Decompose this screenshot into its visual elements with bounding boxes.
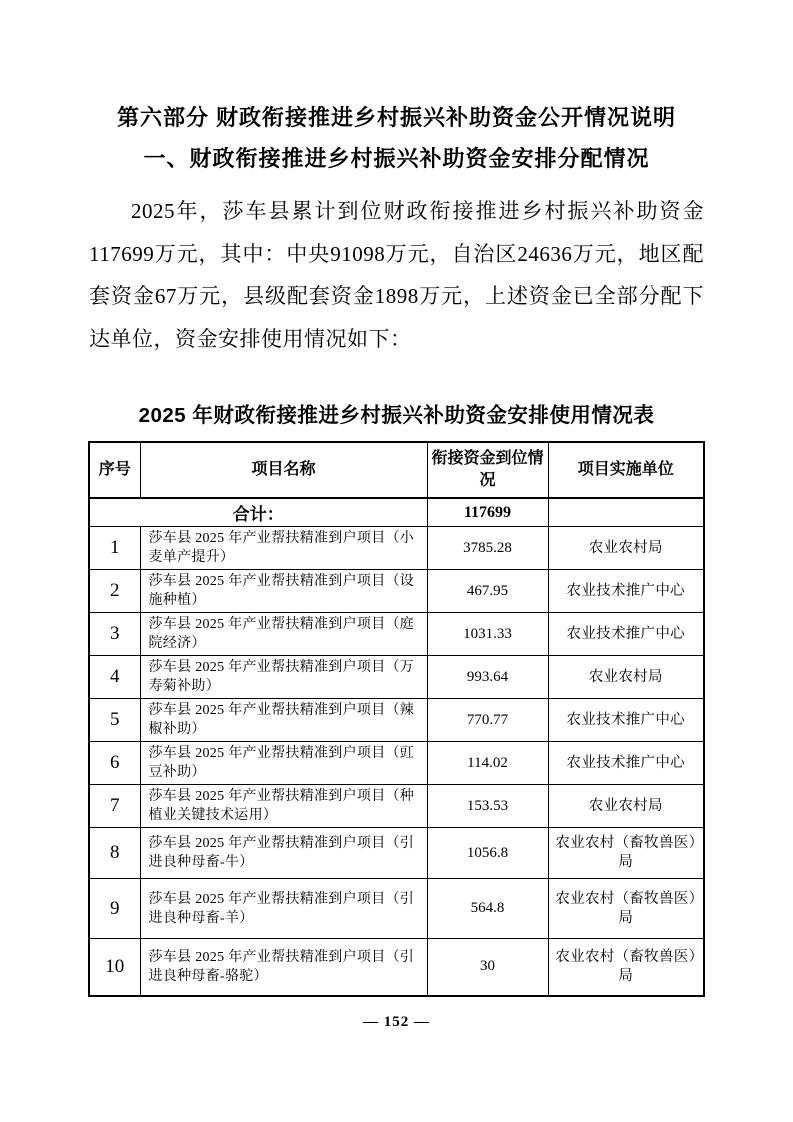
table-row	[89, 656, 704, 699]
table-body	[89, 498, 704, 996]
fund-amount: 467.95	[427, 570, 548, 613]
table-row	[89, 699, 704, 742]
fund-amount: 30	[427, 939, 548, 996]
project-name: 莎车县 2025 年产业帮扶精准到户项目（设施种植）	[140, 570, 427, 613]
section-heading: 一、财政衔接推进乡村振兴补助资金安排分配情况	[143, 146, 650, 171]
implementing-unit: 农业农村局	[548, 527, 704, 570]
row-serial-number: 1	[89, 527, 140, 570]
project-name: 莎车县 2025 年产业帮扶精准到户项目（豇豆补助）	[140, 742, 427, 785]
project-name: 莎车县 2025 年产业帮扶精准到户项目（种植业关键技术运用）	[140, 785, 427, 828]
fund-amount: 1056.8	[427, 828, 548, 879]
page-number: — 152 —	[363, 1014, 430, 1030]
project-name: 莎车县 2025 年产业帮扶精准到户项目（庭院经济）	[140, 613, 427, 656]
fund-amount: 1031.33	[427, 613, 548, 656]
fund-amount: 114.02	[427, 742, 548, 785]
total-unit-cell	[548, 498, 704, 527]
table-row	[89, 785, 704, 828]
implementing-unit: 农业技术推广中心	[548, 613, 704, 656]
project-name: 莎车县 2025 年产业帮扶精准到户项目（引进良种母畜-骆驼）	[140, 939, 427, 996]
fund-amount: 564.8	[427, 879, 548, 939]
total-row	[89, 498, 704, 527]
row-serial-number: 7	[89, 785, 140, 828]
row-serial-number: 8	[89, 828, 140, 879]
total-label: 合计：	[89, 498, 427, 527]
table-row	[89, 527, 704, 570]
table-row	[89, 879, 704, 939]
project-name: 莎车县 2025 年产业帮扶精准到户项目（引进良种母畜-牛）	[140, 828, 427, 879]
fund-amount: 3785.28	[427, 527, 548, 570]
implementing-unit: 农业农村局	[548, 785, 704, 828]
col-header-fund-arrival: 衔接资金到位情况	[427, 442, 548, 498]
row-serial-number: 4	[89, 656, 140, 699]
implementing-unit: 农业农村（畜牧兽医）局	[548, 828, 704, 879]
table-row	[89, 613, 704, 656]
table-row	[89, 742, 704, 785]
col-header-serial-no: 序号	[89, 442, 140, 498]
row-serial-number: 5	[89, 699, 140, 742]
fund-amount: 153.53	[427, 785, 548, 828]
fund-amount: 993.64	[427, 656, 548, 699]
page-title: 第六部分 财政衔接推进乡村振兴补助资金公开情况说明	[116, 105, 677, 130]
row-serial-number: 6	[89, 742, 140, 785]
project-name: 莎车县 2025 年产业帮扶精准到户项目（引进良种母畜-羊）	[140, 879, 427, 939]
implementing-unit: 农业技术推广中心	[548, 570, 704, 613]
intro-paragraph: 2025年，莎车县累计到位财政衔接推进乡村振兴补助资金117699万元，其中：中央91098万元，自治区24636万元，地区配套资金67万元，县级配套资金1898万元，上述资金已全部分配下达单位，资金安排使用情况如下：	[89, 199, 704, 351]
table-row	[89, 828, 704, 879]
total-amount: 117699	[427, 498, 548, 527]
implementing-unit: 农业技术推广中心	[548, 699, 704, 742]
row-serial-number: 10	[89, 939, 140, 996]
project-name: 莎车县 2025 年产业帮扶精准到户项目（辣椒补助）	[140, 699, 427, 742]
fund-amount: 770.77	[427, 699, 548, 742]
col-header-implementing-unit: 项目实施单位	[548, 442, 704, 498]
implementing-unit: 农业农村（畜牧兽医）局	[548, 879, 704, 939]
row-serial-number: 3	[89, 613, 140, 656]
row-serial-number: 9	[89, 879, 140, 939]
funds-table	[88, 441, 705, 997]
project-name: 莎车县 2025 年产业帮扶精准到户项目（万寿菊补助）	[140, 656, 427, 699]
table-row	[89, 570, 704, 613]
project-name: 莎车县 2025 年产业帮扶精准到户项目（小麦单产提升）	[140, 527, 427, 570]
table-header-row	[89, 442, 704, 498]
implementing-unit: 农业农村（畜牧兽医）局	[548, 939, 704, 996]
implementing-unit: 农业技术推广中心	[548, 742, 704, 785]
table-title: 2025 年财政衔接推进乡村振兴补助资金安排使用情况表	[138, 404, 655, 427]
row-serial-number: 2	[89, 570, 140, 613]
table-row	[89, 939, 704, 996]
implementing-unit: 农业农村局	[548, 656, 704, 699]
col-header-project-name: 项目名称	[140, 442, 427, 498]
